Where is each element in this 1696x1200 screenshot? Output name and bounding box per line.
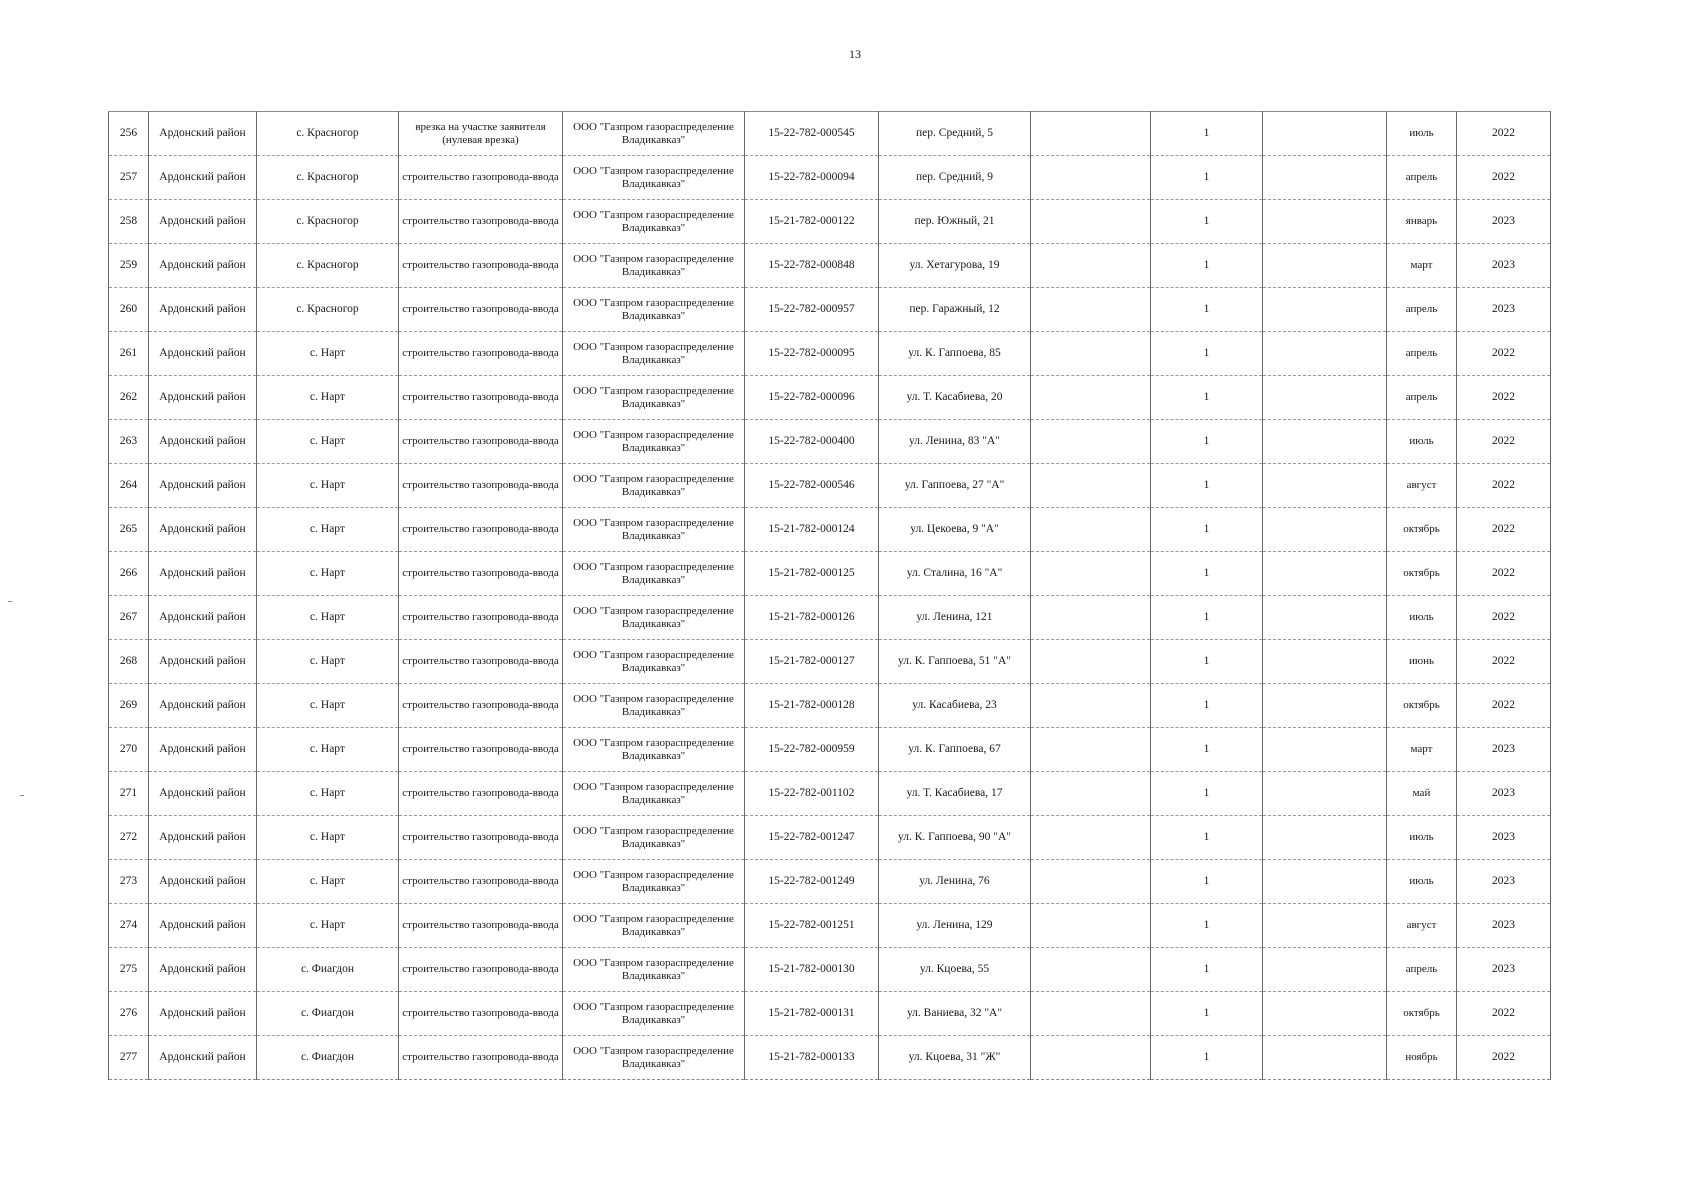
table-row [109, 156, 1551, 200]
application-code-cell: 15-22-782-001247 [745, 816, 879, 860]
month-cell: апрель [1387, 288, 1457, 332]
locality-cell: с. Нарт [257, 772, 399, 816]
work-type-cell: строительство газопровода-ввода [399, 244, 563, 288]
table-row [109, 200, 1551, 244]
month-cell: август [1387, 464, 1457, 508]
empty-cell [1263, 244, 1387, 288]
table-row [109, 816, 1551, 860]
year-cell: 2022 [1457, 684, 1551, 728]
empty-cell [1031, 772, 1151, 816]
organization-cell: ООО "Газпром газораспределение Владикавказ" [563, 552, 745, 596]
application-code-cell: 15-21-782-000128 [745, 684, 879, 728]
organization-cell: ООО "Газпром газораспределение Владикавказ" [563, 464, 745, 508]
year-cell: 2022 [1457, 420, 1551, 464]
empty-cell [1263, 200, 1387, 244]
district-cell: Ардонский район [149, 596, 257, 640]
quantity-cell: 1 [1151, 508, 1263, 552]
address-cell: ул. К. Гаппоева, 67 [879, 728, 1031, 772]
organization-cell: ООО "Газпром газораспределение Владикавказ" [563, 244, 745, 288]
year-cell: 2022 [1457, 376, 1551, 420]
application-code-cell: 15-22-782-000546 [745, 464, 879, 508]
organization-cell: ООО "Газпром газораспределение Владикавказ" [563, 332, 745, 376]
quantity-cell: 1 [1151, 728, 1263, 772]
month-cell: июль [1387, 112, 1457, 156]
locality-cell: с. Нарт [257, 552, 399, 596]
row-number: 266 [109, 552, 149, 596]
table-row [109, 948, 1551, 992]
application-code-cell: 15-22-782-001102 [745, 772, 879, 816]
month-cell: апрель [1387, 332, 1457, 376]
quantity-cell: 1 [1151, 464, 1263, 508]
district-cell: Ардонский район [149, 332, 257, 376]
address-cell: ул. Ленина, 129 [879, 904, 1031, 948]
table-row [109, 244, 1551, 288]
empty-cell [1263, 684, 1387, 728]
month-cell: октябрь [1387, 684, 1457, 728]
locality-cell: с. Нарт [257, 420, 399, 464]
row-number: 261 [109, 332, 149, 376]
table-row [109, 860, 1551, 904]
empty-cell [1031, 1036, 1151, 1080]
row-number: 274 [109, 904, 149, 948]
work-type-cell: строительство газопровода-ввода [399, 1036, 563, 1080]
organization-cell: ООО "Газпром газораспределение Владикавказ" [563, 112, 745, 156]
quantity-cell: 1 [1151, 684, 1263, 728]
application-code-cell: 15-22-782-001249 [745, 860, 879, 904]
page-number: 13 [849, 47, 861, 61]
work-type-cell: строительство газопровода-ввода [399, 684, 563, 728]
empty-cell [1031, 420, 1151, 464]
table-row [109, 904, 1551, 948]
year-cell: 2022 [1457, 1036, 1551, 1080]
empty-cell [1263, 332, 1387, 376]
district-cell: Ардонский район [149, 992, 257, 1036]
quantity-cell: 1 [1151, 1036, 1263, 1080]
address-cell: ул. К. Гаппоева, 51 "А" [879, 640, 1031, 684]
month-cell: апрель [1387, 156, 1457, 200]
address-cell: пер. Средний, 5 [879, 112, 1031, 156]
locality-cell: с. Нарт [257, 376, 399, 420]
application-code-cell: 15-21-782-000125 [745, 552, 879, 596]
row-number: 273 [109, 860, 149, 904]
year-cell: 2023 [1457, 948, 1551, 992]
empty-cell [1031, 508, 1151, 552]
table-row [109, 420, 1551, 464]
quantity-cell: 1 [1151, 640, 1263, 684]
locality-cell: с. Нарт [257, 904, 399, 948]
month-cell: июль [1387, 860, 1457, 904]
month-cell: октябрь [1387, 552, 1457, 596]
empty-cell [1263, 772, 1387, 816]
empty-cell [1031, 332, 1151, 376]
row-number: 275 [109, 948, 149, 992]
application-code-cell: 15-21-782-000124 [745, 508, 879, 552]
year-cell: 2023 [1457, 288, 1551, 332]
empty-cell [1031, 904, 1151, 948]
year-cell: 2022 [1457, 508, 1551, 552]
quantity-cell: 1 [1151, 376, 1263, 420]
work-type-cell: строительство газопровода-ввода [399, 376, 563, 420]
year-cell: 2023 [1457, 200, 1551, 244]
year-cell: 2023 [1457, 244, 1551, 288]
address-cell: ул. Ваниева, 32 "А" [879, 992, 1031, 1036]
table-row [109, 332, 1551, 376]
address-cell: ул. Цекоева, 9 "А" [879, 508, 1031, 552]
table-body [109, 112, 1551, 1080]
organization-cell: ООО "Газпром газораспределение Владикавказ" [563, 640, 745, 684]
address-cell: ул. Ленина, 76 [879, 860, 1031, 904]
application-code-cell: 15-21-782-000122 [745, 200, 879, 244]
district-cell: Ардонский район [149, 816, 257, 860]
row-number: 256 [109, 112, 149, 156]
empty-cell [1031, 288, 1151, 332]
organization-cell: ООО "Газпром газораспределение Владикавказ" [563, 156, 745, 200]
empty-cell [1031, 816, 1151, 860]
empty-cell [1031, 244, 1151, 288]
table-row [109, 112, 1551, 156]
work-type-cell: строительство газопровода-ввода [399, 728, 563, 772]
row-number: 262 [109, 376, 149, 420]
month-cell: апрель [1387, 948, 1457, 992]
empty-cell [1031, 552, 1151, 596]
work-type-cell: строительство газопровода-ввода [399, 552, 563, 596]
empty-cell [1031, 992, 1151, 1036]
table-row [109, 640, 1551, 684]
table-row [109, 1036, 1551, 1080]
month-cell: июль [1387, 816, 1457, 860]
table-row [109, 552, 1551, 596]
row-number: 277 [109, 1036, 149, 1080]
row-number: 263 [109, 420, 149, 464]
quantity-cell: 1 [1151, 860, 1263, 904]
work-type-cell: строительство газопровода-ввода [399, 860, 563, 904]
empty-cell [1263, 948, 1387, 992]
month-cell: март [1387, 728, 1457, 772]
table-row [109, 464, 1551, 508]
work-type-cell: строительство газопровода-ввода [399, 596, 563, 640]
empty-cell [1031, 596, 1151, 640]
empty-cell [1263, 508, 1387, 552]
empty-cell [1263, 728, 1387, 772]
empty-cell [1263, 1036, 1387, 1080]
month-cell: март [1387, 244, 1457, 288]
application-code-cell: 15-22-782-000096 [745, 376, 879, 420]
locality-cell: с. Нарт [257, 464, 399, 508]
district-cell: Ардонский район [149, 420, 257, 464]
scan-mark [20, 795, 24, 796]
application-code-cell: 15-22-782-000957 [745, 288, 879, 332]
organization-cell: ООО "Газпром газораспределение Владикавказ" [563, 904, 745, 948]
empty-cell [1263, 992, 1387, 1036]
year-cell: 2022 [1457, 332, 1551, 376]
district-cell: Ардонский район [149, 552, 257, 596]
locality-cell: с. Нарт [257, 816, 399, 860]
work-type-cell: строительство газопровода-ввода [399, 772, 563, 816]
district-cell: Ардонский район [149, 948, 257, 992]
quantity-cell: 1 [1151, 420, 1263, 464]
empty-cell [1263, 156, 1387, 200]
application-code-cell: 15-21-782-000130 [745, 948, 879, 992]
locality-cell: с. Нарт [257, 596, 399, 640]
work-type-cell: строительство газопровода-ввода [399, 332, 563, 376]
month-cell: июнь [1387, 640, 1457, 684]
table-row [109, 508, 1551, 552]
district-cell: Ардонский район [149, 376, 257, 420]
empty-cell [1263, 552, 1387, 596]
row-number: 264 [109, 464, 149, 508]
quantity-cell: 1 [1151, 552, 1263, 596]
month-cell: ноябрь [1387, 1036, 1457, 1080]
year-cell: 2023 [1457, 904, 1551, 948]
year-cell: 2022 [1457, 992, 1551, 1036]
quantity-cell: 1 [1151, 112, 1263, 156]
year-cell: 2023 [1457, 772, 1551, 816]
work-type-cell: строительство газопровода-ввода [399, 288, 563, 332]
application-code-cell: 15-22-782-000959 [745, 728, 879, 772]
locality-cell: с. Фиагдон [257, 948, 399, 992]
locality-cell: с. Красногор [257, 288, 399, 332]
year-cell: 2022 [1457, 112, 1551, 156]
district-cell: Ардонский район [149, 640, 257, 684]
district-cell: Ардонский район [149, 1036, 257, 1080]
quantity-cell: 1 [1151, 772, 1263, 816]
address-cell: ул. Ленина, 83 "А" [879, 420, 1031, 464]
empty-cell [1031, 464, 1151, 508]
locality-cell: с. Красногор [257, 200, 399, 244]
table-row [109, 288, 1551, 332]
locality-cell: с. Нарт [257, 684, 399, 728]
district-cell: Ардонский район [149, 464, 257, 508]
month-cell: июль [1387, 420, 1457, 464]
row-number: 258 [109, 200, 149, 244]
row-number: 257 [109, 156, 149, 200]
empty-cell [1031, 684, 1151, 728]
address-cell: пер. Южный, 21 [879, 200, 1031, 244]
empty-cell [1263, 860, 1387, 904]
application-code-cell: 15-22-782-000545 [745, 112, 879, 156]
application-code-cell: 15-22-782-000095 [745, 332, 879, 376]
address-cell: ул. Т. Касабиева, 20 [879, 376, 1031, 420]
year-cell: 2022 [1457, 640, 1551, 684]
district-cell: Ардонский район [149, 728, 257, 772]
organization-cell: ООО "Газпром газораспределение Владикавказ" [563, 684, 745, 728]
address-cell: ул. Кцоева, 31 "Ж" [879, 1036, 1031, 1080]
locality-cell: с. Нарт [257, 508, 399, 552]
table-row [109, 376, 1551, 420]
organization-cell: ООО "Газпром газораспределение Владикавказ" [563, 860, 745, 904]
work-type-cell: строительство газопровода-ввода [399, 420, 563, 464]
empty-cell [1263, 816, 1387, 860]
quantity-cell: 1 [1151, 288, 1263, 332]
district-cell: Ардонский район [149, 860, 257, 904]
work-type-cell: врезка на участке заявителя (нулевая врезка) [399, 112, 563, 156]
row-number: 259 [109, 244, 149, 288]
organization-cell: ООО "Газпром газораспределение Владикавказ" [563, 948, 745, 992]
organization-cell: ООО "Газпром газораспределение Владикавказ" [563, 728, 745, 772]
address-cell: ул. Сталина, 16 "А" [879, 552, 1031, 596]
organization-cell: ООО "Газпром газораспределение Владикавказ" [563, 288, 745, 332]
address-cell: ул. Касабиева, 23 [879, 684, 1031, 728]
work-type-cell: строительство газопровода-ввода [399, 816, 563, 860]
empty-cell [1031, 860, 1151, 904]
district-cell: Ардонский район [149, 112, 257, 156]
application-code-cell: 15-21-782-000126 [745, 596, 879, 640]
year-cell: 2023 [1457, 728, 1551, 772]
work-type-cell: строительство газопровода-ввода [399, 156, 563, 200]
quantity-cell: 1 [1151, 156, 1263, 200]
empty-cell [1263, 464, 1387, 508]
gas-connection-table [108, 111, 1551, 1080]
district-cell: Ардонский район [149, 288, 257, 332]
address-cell: пер. Средний, 9 [879, 156, 1031, 200]
year-cell: 2022 [1457, 464, 1551, 508]
empty-cell [1031, 112, 1151, 156]
month-cell: май [1387, 772, 1457, 816]
empty-cell [1263, 596, 1387, 640]
row-number: 269 [109, 684, 149, 728]
empty-cell [1031, 156, 1151, 200]
address-cell: ул. Кцоева, 55 [879, 948, 1031, 992]
empty-cell [1031, 640, 1151, 684]
address-cell: ул. К. Гаппоева, 85 [879, 332, 1031, 376]
table-row [109, 728, 1551, 772]
locality-cell: с. Нарт [257, 332, 399, 376]
application-code-cell: 15-22-782-000848 [745, 244, 879, 288]
organization-cell: ООО "Газпром газораспределение Владикавказ" [563, 596, 745, 640]
quantity-cell: 1 [1151, 904, 1263, 948]
table-row [109, 684, 1551, 728]
work-type-cell: строительство газопровода-ввода [399, 200, 563, 244]
empty-cell [1031, 728, 1151, 772]
district-cell: Ардонский район [149, 244, 257, 288]
locality-cell: с. Нарт [257, 860, 399, 904]
locality-cell: с. Красногор [257, 156, 399, 200]
work-type-cell: строительство газопровода-ввода [399, 464, 563, 508]
quantity-cell: 1 [1151, 596, 1263, 640]
quantity-cell: 1 [1151, 332, 1263, 376]
organization-cell: ООО "Газпром газораспределение Владикавказ" [563, 376, 745, 420]
year-cell: 2022 [1457, 156, 1551, 200]
application-code-cell: 15-22-782-000400 [745, 420, 879, 464]
empty-cell [1263, 640, 1387, 684]
row-number: 272 [109, 816, 149, 860]
row-number: 276 [109, 992, 149, 1036]
month-cell: апрель [1387, 376, 1457, 420]
locality-cell: с. Красногор [257, 244, 399, 288]
application-code-cell: 15-22-782-001251 [745, 904, 879, 948]
organization-cell: ООО "Газпром газораспределение Владикавказ" [563, 200, 745, 244]
district-cell: Ардонский район [149, 684, 257, 728]
empty-cell [1031, 376, 1151, 420]
application-code-cell: 15-21-782-000127 [745, 640, 879, 684]
quantity-cell: 1 [1151, 948, 1263, 992]
work-type-cell: строительство газопровода-ввода [399, 904, 563, 948]
application-code-cell: 15-22-782-000094 [745, 156, 879, 200]
address-cell: ул. Т. Касабиева, 17 [879, 772, 1031, 816]
locality-cell: с. Фиагдон [257, 1036, 399, 1080]
quantity-cell: 1 [1151, 200, 1263, 244]
table-row [109, 596, 1551, 640]
organization-cell: ООО "Газпром газораспределение Владикавказ" [563, 816, 745, 860]
row-number: 267 [109, 596, 149, 640]
month-cell: август [1387, 904, 1457, 948]
locality-cell: с. Красногор [257, 112, 399, 156]
work-type-cell: строительство газопровода-ввода [399, 640, 563, 684]
organization-cell: ООО "Газпром газораспределение Владикавказ" [563, 772, 745, 816]
work-type-cell: строительство газопровода-ввода [399, 992, 563, 1036]
month-cell: январь [1387, 200, 1457, 244]
organization-cell: ООО "Газпром газораспределение Владикавказ" [563, 1036, 745, 1080]
address-cell: ул. Хетагурова, 19 [879, 244, 1031, 288]
locality-cell: с. Нарт [257, 728, 399, 772]
district-cell: Ардонский район [149, 904, 257, 948]
district-cell: Ардонский район [149, 508, 257, 552]
row-number: 270 [109, 728, 149, 772]
empty-cell [1263, 420, 1387, 464]
district-cell: Ардонский район [149, 156, 257, 200]
application-code-cell: 15-21-782-000131 [745, 992, 879, 1036]
application-code-cell: 15-21-782-000133 [745, 1036, 879, 1080]
work-type-cell: строительство газопровода-ввода [399, 508, 563, 552]
address-cell: ул. Ленина, 121 [879, 596, 1031, 640]
month-cell: октябрь [1387, 992, 1457, 1036]
district-cell: Ардонский район [149, 200, 257, 244]
year-cell: 2023 [1457, 816, 1551, 860]
empty-cell [1263, 288, 1387, 332]
year-cell: 2022 [1457, 552, 1551, 596]
row-number: 268 [109, 640, 149, 684]
year-cell: 2023 [1457, 860, 1551, 904]
row-number: 260 [109, 288, 149, 332]
month-cell: октябрь [1387, 508, 1457, 552]
table-row [109, 772, 1551, 816]
empty-cell [1263, 904, 1387, 948]
scan-mark [8, 601, 12, 602]
address-cell: ул. Гаппоева, 27 "А" [879, 464, 1031, 508]
empty-cell [1031, 948, 1151, 992]
empty-cell [1263, 376, 1387, 420]
row-number: 271 [109, 772, 149, 816]
address-cell: пер. Гаражный, 12 [879, 288, 1031, 332]
table-row [109, 992, 1551, 1036]
district-cell: Ардонский район [149, 772, 257, 816]
organization-cell: ООО "Газпром газораспределение Владикавказ" [563, 420, 745, 464]
locality-cell: с. Фиагдон [257, 992, 399, 1036]
row-number: 265 [109, 508, 149, 552]
month-cell: июль [1387, 596, 1457, 640]
empty-cell [1263, 112, 1387, 156]
address-cell: ул. К. Гаппоева, 90 "А" [879, 816, 1031, 860]
quantity-cell: 1 [1151, 244, 1263, 288]
work-type-cell: строительство газопровода-ввода [399, 948, 563, 992]
quantity-cell: 1 [1151, 816, 1263, 860]
organization-cell: ООО "Газпром газораспределение Владикавказ" [563, 992, 745, 1036]
quantity-cell: 1 [1151, 992, 1263, 1036]
year-cell: 2022 [1457, 596, 1551, 640]
locality-cell: с. Нарт [257, 640, 399, 684]
organization-cell: ООО "Газпром газораспределение Владикавказ" [563, 508, 745, 552]
empty-cell [1031, 200, 1151, 244]
